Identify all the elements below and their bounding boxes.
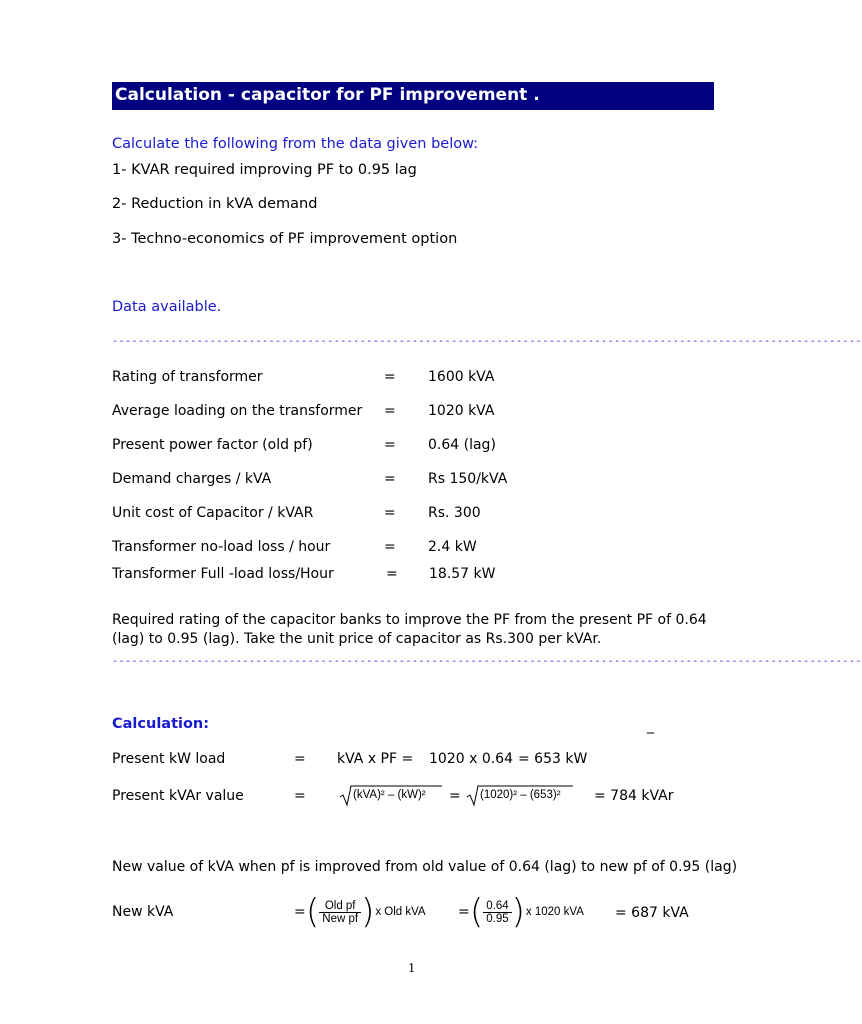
kw-sub: 1020 x 0.64 [429,751,513,767]
divider-bottom: ------------------------------------------------------------------------------------------------------------------- [112,656,862,667]
data-label-demand: Demand charges / kVA [112,471,272,487]
data-eq-noload: = [384,539,396,555]
task-item-3: 3- Techno-economics of PF improvement option [112,231,458,247]
left-paren-icon: ( [470,892,484,932]
new-kva-intro: New value of kVA when pf is improved from old value of 0.64 (lag) to new pf of 0.95 (lag) [112,859,738,875]
data-eq-rating: = [384,369,396,385]
new-kva-result: = 687 kVA [615,905,689,921]
multiplier-1020-kva: x 1020 kVA [525,906,584,918]
new-kva-label: New kVA [112,904,174,920]
data-heading: Data available. [112,299,222,315]
calc-heading: Calculation: [112,716,210,732]
fraction-pf [319,900,361,925]
calc-mark: _ [647,718,654,734]
data-value-capcost: Rs. 300 [428,505,481,521]
multiplier-old-kva: x Old kVA [375,906,426,918]
data-eq-fullload: = [386,566,398,582]
data-label-noload: Transformer no-load loss / hour [112,539,331,555]
data-value-noload: 2.4 kW [428,539,477,555]
new-kva-formula-symbolic [306,893,426,931]
data-eq-pf: = [384,437,396,453]
data-eq-demand: = [384,471,396,487]
kw-label: Present kW load [112,751,226,767]
kw-eq: = [294,751,306,767]
requirement-line-1: Required rating of the capacitor banks to improve the PF from the present PF of 0.64 [112,612,707,628]
new-kva-formula-numeric [470,893,584,931]
page-number: 1 [408,961,415,976]
left-paren-icon: ( [306,892,320,932]
fraction-values [483,900,511,925]
data-eq-capcost: = [384,505,396,521]
data-value-pf: 0.64 (lag) [428,437,496,453]
new-kva-mid-eq: = [458,904,470,920]
fraction-numerator: Old pf [319,900,361,913]
data-label-rating: Rating of transformer [112,369,263,385]
data-eq-loading: = [384,403,396,419]
kvar-formula-a: (kVA)² – (kW)² [353,789,426,801]
right-paren-icon: ) [361,892,375,932]
kw-result: = 653 kW [518,751,588,767]
data-value-fullload: 18.57 kW [429,566,496,582]
intro-heading: Calculate the following from the data given below: [112,136,479,152]
data-value-loading: 1020 kVA [428,403,495,419]
kvar-result: = 784 kVAr [594,788,674,804]
task-item-1: 1- KVAR required improving PF to 0.95 lag [112,162,417,178]
data-label-fullload: Transformer Full -load loss/Hour [112,566,334,582]
data-label-capcost: Unit cost of Capacitor / kVAR [112,505,314,521]
fraction-numerator: 0.64 [483,900,511,913]
kvar-mid-eq: = [449,788,461,804]
kvar-eq: = [294,788,306,804]
data-label-loading: Average loading on the transformer [112,403,363,419]
kw-expr: kVA x PF = [337,751,414,767]
fraction-denominator: 0.95 [486,912,509,925]
requirement-line-2: (lag) to 0.95 (lag). Take the unit price of capacitor as Rs.300 per kVAr. [112,631,602,647]
task-item-2: 2- Reduction in kVA demand [112,196,318,212]
fraction-denominator: New pf [322,912,359,925]
kvar-label: Present kVAr value [112,788,244,804]
data-label-pf: Present power factor (old pf) [112,437,313,453]
data-value-demand: Rs 150/kVA [428,471,508,487]
kvar-formula-b: (1020)² – (653)² [480,789,561,801]
page-title: Calculation - capacitor for PF improvement . [115,85,540,105]
right-paren-icon: ) [511,892,525,932]
data-value-rating: 1600 kVA [428,369,495,385]
divider-top: ------------------------------------------------------------------------------------------------------------------- [112,336,862,347]
new-kva-eq: = [294,904,306,920]
